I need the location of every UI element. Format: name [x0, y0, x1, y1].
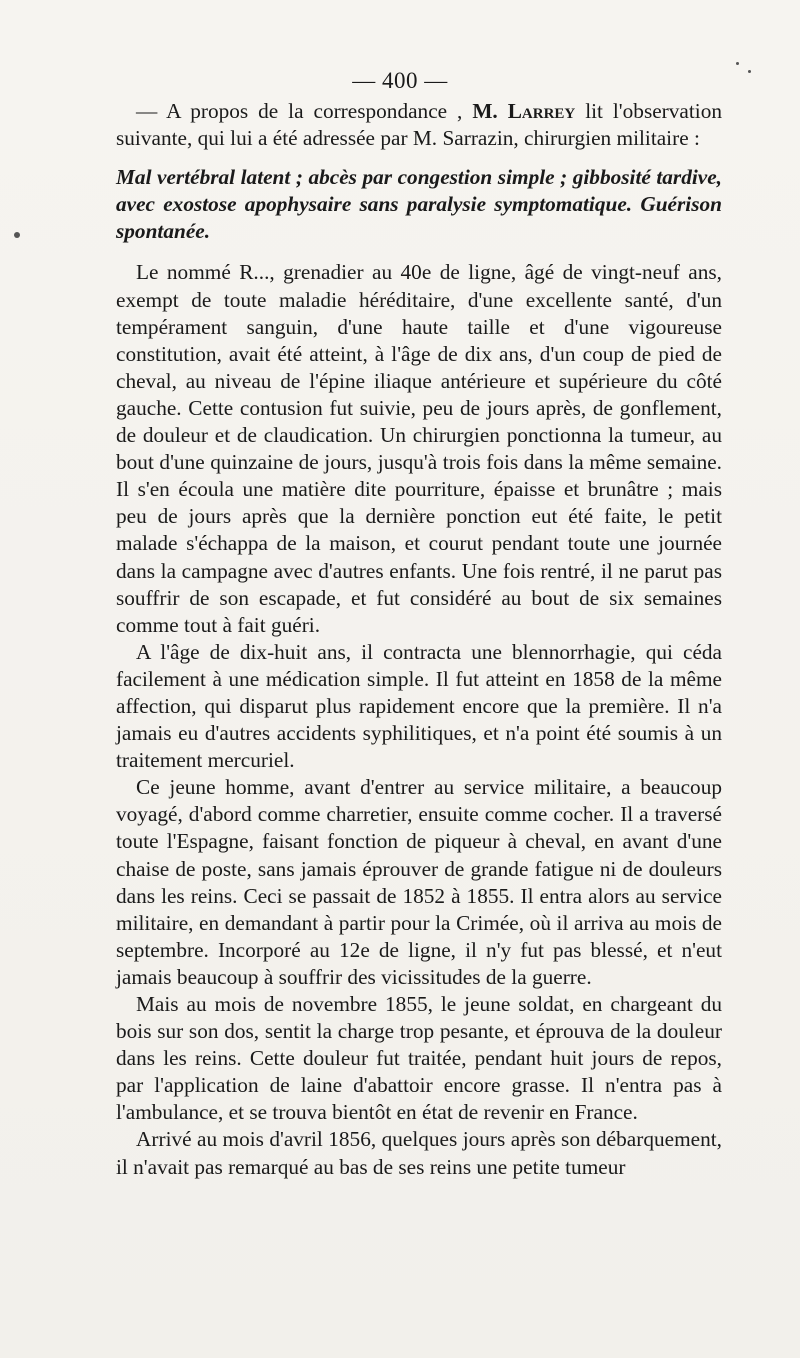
- opening-lead: — A propos de la correspondance ,: [136, 99, 473, 123]
- author-name: Larrey: [507, 99, 576, 123]
- paragraph-2: A l'âge de dix-huit ans, il contracta une blennorrhagie, qui céda facilement à une médication simple. Il fut atteint en 1858 de la même affection, qui disparut plus rapidement encore que la première. Il n'a jamais eu d'autres accidents syphilitiques, et n'a point été soumis à un traitement mercuriel.: [116, 639, 722, 773]
- paragraph-5: Arrivé au mois d'avril 1856, quelques jours après son débarquement, il n'avait pas remarqué au bas de ses reins une petite tumeur: [116, 1127, 722, 1179]
- ink-speck: [748, 70, 751, 73]
- ink-speck: [736, 62, 739, 65]
- paragraph-1: Le nommé R..., grenadier au 40e de ligne, âgé de vingt-neuf ans, exempt de toute maladie héréditaire, d'une excellente santé, d'un tempérament sanguin, d'une haute taille et d'une vigoureuse constitution, avait été atteint, à l'âge de dix ans, d'un coup de pied de cheval, au niveau de l'épine iliaque antérieure et supérieure du côté gauche. Cette contusion fut suivie, peu de jours après, de gonflement, de douleur et de claudication. Un chirurgien ponctionna la tumeur, au bout d'une quinzaine de jours, jusqu'à trois fois dans la même semaine. Il s'en écoula une matière dite pourriture, épaisse et brunâtre ; mais peu de jours après que la dernière ponction eut été faite, le petit malade s'échappa de la maison, et courut pendant toute une journée dans la campagne avec d'autres enfants. Une fois rentré, il ne parut pas souffrir de son escapade, et fut considéré au bout de six semaines comme tout à fait guéri.: [116, 260, 722, 637]
- opening-paragraph: [116, 98, 722, 152]
- body-text: [116, 98, 722, 1181]
- ink-speck: [14, 232, 20, 238]
- paragraph-4: Mais au mois de novembre 1855, le jeune soldat, en chargeant du bois sur son dos, sentit la charge trop pesante, et éprouva de la douleur dans les reins. Cette douleur fut traitée, pendant huit jours de repos, par l'application de laine d'abattoir encore grasse. Il n'entra pas à l'ambulance, et se trouva bientôt en état de revenir en France.: [116, 992, 722, 1125]
- author-prefix: M.: [472, 99, 508, 123]
- page-number: — 400 —: [352, 68, 448, 93]
- paragraph-3: Ce jeune homme, avant d'entrer au service militaire, a beaucoup voyagé, d'abord comme charretier, ensuite comme cocher. Il a traversé toute l'Espagne, faisant fonction de piqueur à cheval, en avant d'une chaise de poste, sans jamais éprouver de grande fatigue ni de douleurs dans les reins. Ceci se passait de 1852 à 1855. Il entra alors au service militaire, en demandant à partir pour la Crimée, où il arriva au mois de septembre. Incorporé au 12e de ligne, il n'y fut pas blessé, et n'eut jamais beaucoup à souffrir des vicissitudes de la guerre.: [116, 775, 722, 989]
- observation-title: Mal vertébral latent ; abcès par congestion simple ; gibbosité tardive, avec exostose apophysaire sans paralysie symptomatique. Guérison spontanée.: [116, 165, 722, 244]
- opening-rest: lit l'observation suivante, qui lui a été adressée par M. Sarrazin, chirurgien militaire :: [116, 99, 723, 151]
